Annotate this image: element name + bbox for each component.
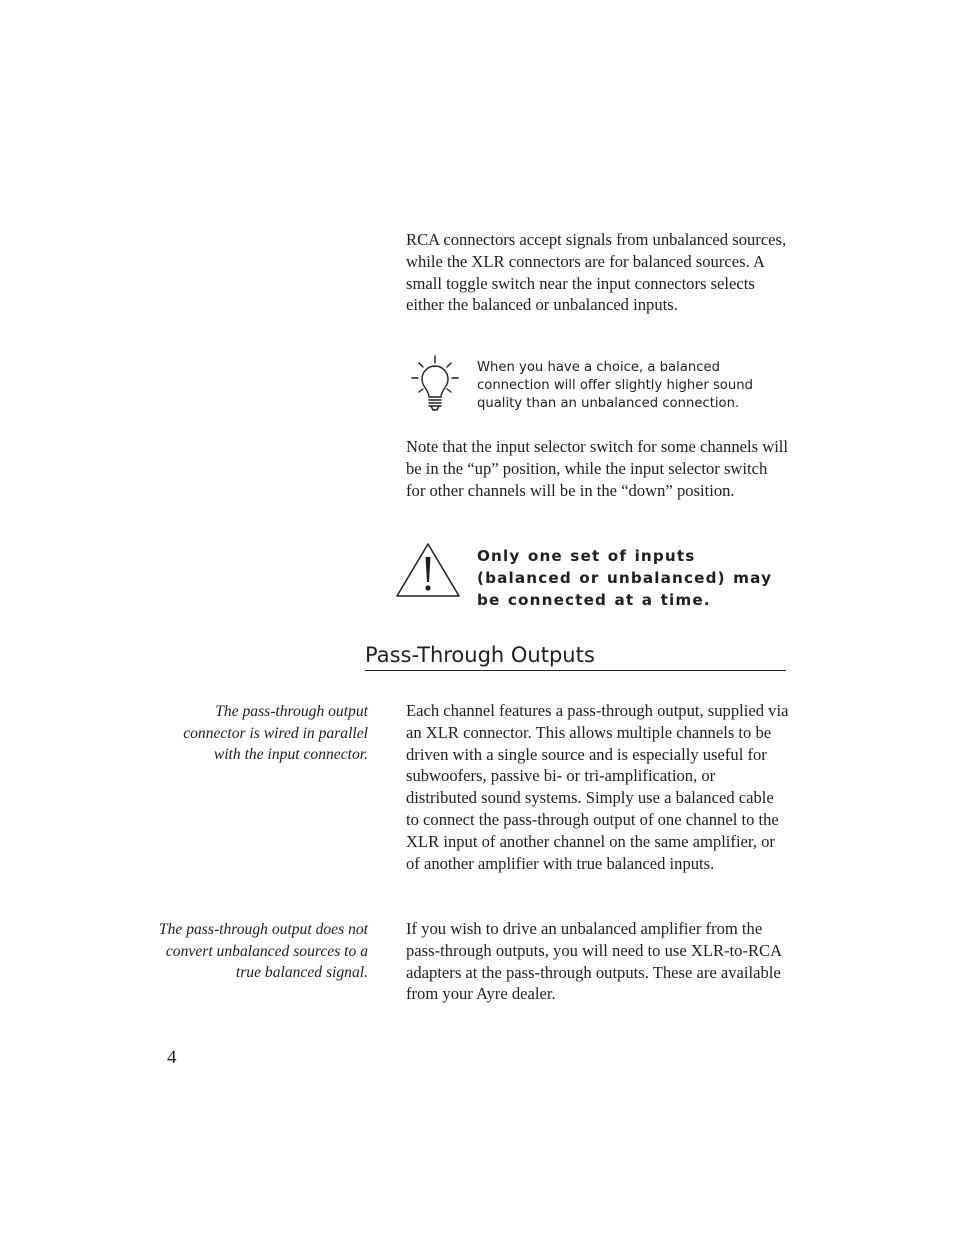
sidenote-unbalanced: The pass-through output does not convert unbalanced sources to a true balanced signal. — [158, 921, 368, 982]
paragraph-pass-through-1: Each channel features a pass-through output, supplied via an XLR connector. This allows multiple channels to be driven with a single source and is especially useful for subwoofers, passive bi- or tri-amplification, or distributed sound systems. Simply use a balanced cable to connect the pass-through output of one channel to the XLR input of another channel on the same amplifier, or of another amplifier with true balanced inputs. — [406, 701, 789, 873]
warning-text: Only one set of inputs (balanced or unbalanced) may be connected at a time. — [477, 547, 773, 609]
paragraph-selector-note: Note that the input selector switch for some channels will be in the “up” position, while the input selector switch for other channels will be in the “down” position. — [406, 437, 789, 500]
section-heading: Pass-Through Outputs — [365, 641, 786, 671]
page-number: 4 — [167, 1047, 177, 1068]
paragraph-pass-through-2: If you wish to drive an unbalanced amplifier from the pass-through outputs, you will need to use XLR-to-RCA adapters at the pass-through outputs. These are available from your Ayre dealer. — [406, 919, 782, 1004]
paragraph-rca-xlr: RCA connectors accept signals from unbalanced sources, while the XLR connectors are for balanced sources. A small toggle switch near the input connectors selects either the balanced or unbalanced inputs. — [406, 230, 787, 315]
warning-triangle-icon — [394, 541, 462, 599]
lightbulb-icon — [410, 354, 460, 414]
tip-text: When you have a choice, a balanced connection will offer slightly higher sound quality than an unbalanced connection. — [477, 360, 753, 411]
sidenote-parallel: The pass-through output connector is wired in parallel with the input connector. — [183, 703, 368, 764]
